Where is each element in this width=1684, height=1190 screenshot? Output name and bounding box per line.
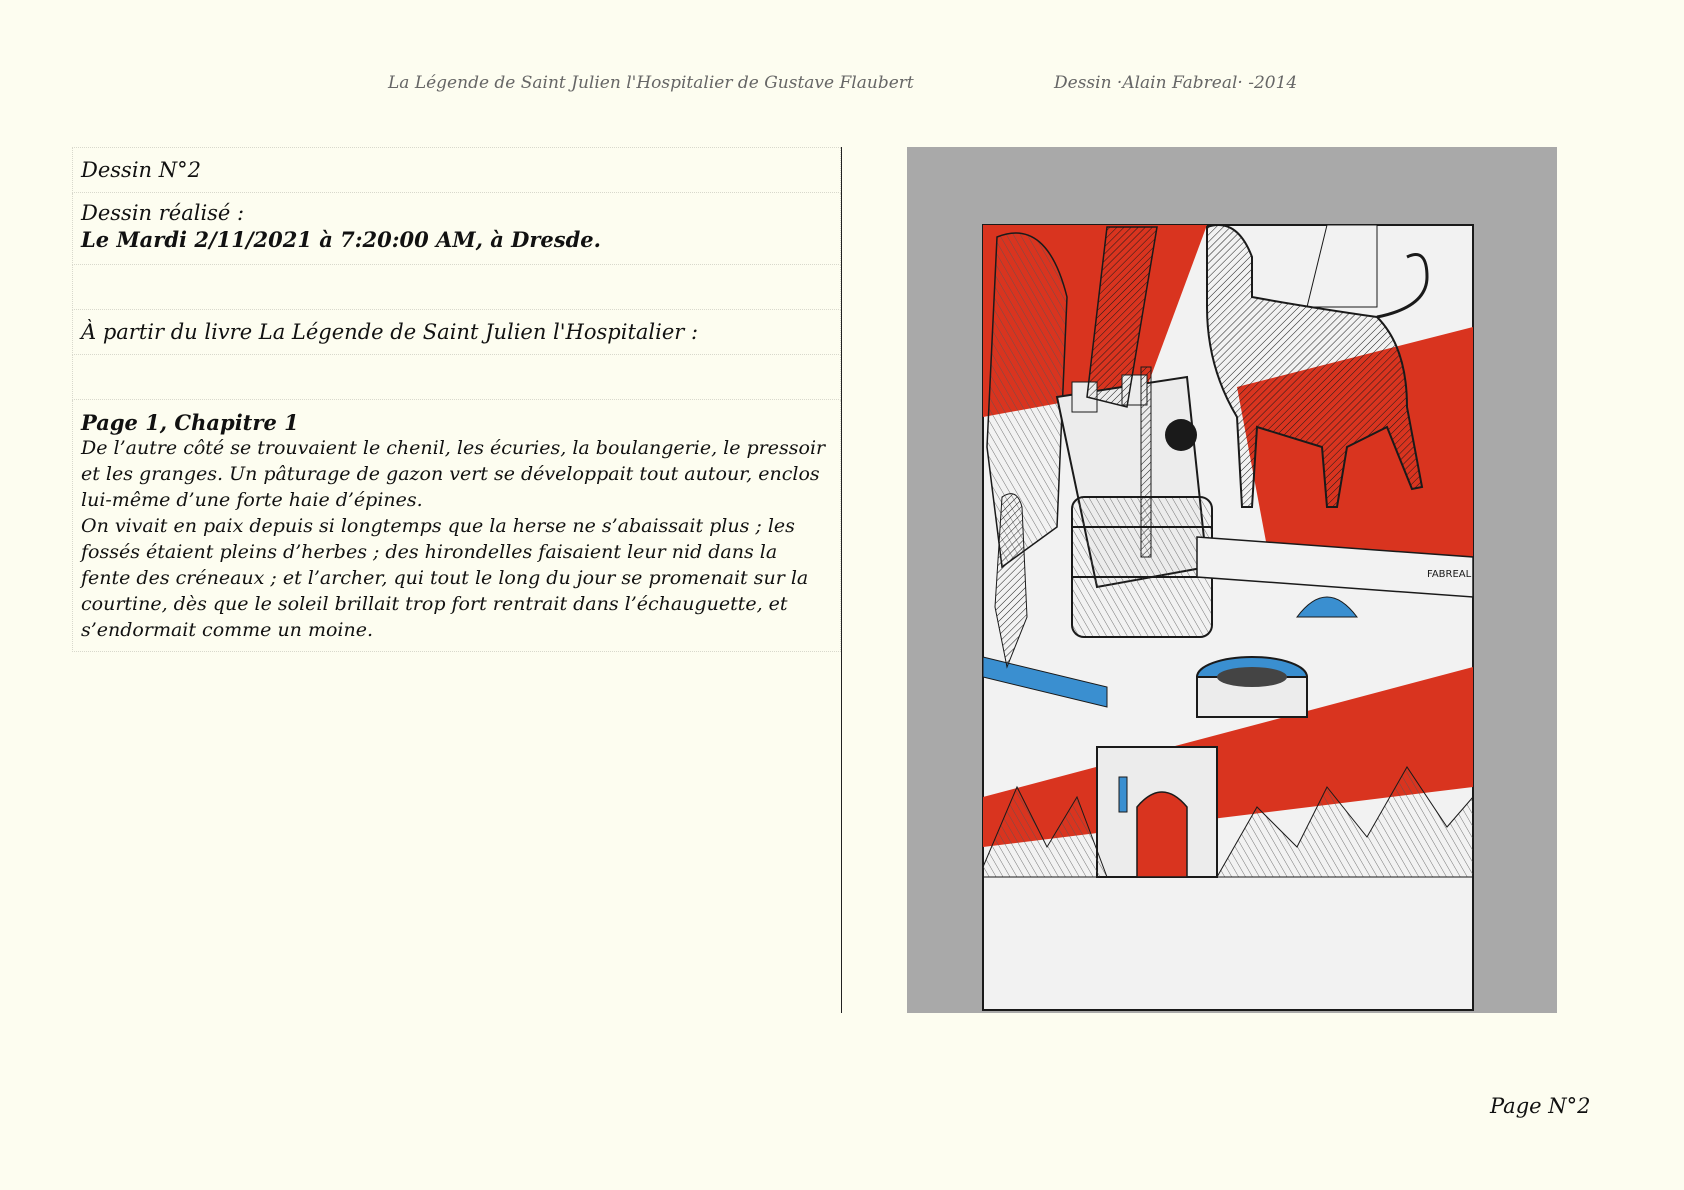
source-label: À partir du livre La Légende de Saint Julien l'Hospitalier : bbox=[81, 320, 699, 344]
excerpt-row bbox=[72, 400, 841, 652]
excerpt-text: De l’autre côté se trouvaient le chenil, les écuries, la boulangerie, le pressoir et les granges. Un pâturage de gazon vert se développait tout autour, enclos lui-même d’une forte haie d’épines. On vivait en paix depuis si longtemps que la herse ne s’abaissait plus ; les fossés étaient pleins d’herbes ; des hirondelles faisaient leur nid dans la fente des créneaux ; et l’archer, qui tout le long du jour se promenait sur la courtine, dès que le soleil brillait trop fort rentrait dans l’échauguette, et s’endormait comme un moine. bbox=[81, 437, 826, 641]
drawing-number-row bbox=[72, 147, 841, 193]
column-divider bbox=[841, 147, 842, 1013]
artist-signature: FABREAL bbox=[1427, 569, 1472, 580]
illustration bbox=[907, 147, 1557, 1013]
made-label: Dessin réalisé : bbox=[81, 201, 245, 225]
source-row bbox=[72, 310, 841, 355]
empty-row bbox=[72, 355, 841, 400]
book-title-header: La Légende de Saint Julien l'Hospitalier de Gustave Flaubert bbox=[388, 73, 914, 93]
drawing-number: Dessin N°2 bbox=[81, 158, 201, 182]
date-row bbox=[72, 193, 841, 265]
excerpt-title: Page 1, Chapitre 1 bbox=[81, 410, 299, 435]
illustration-frame bbox=[907, 147, 1557, 1013]
drawing-credit-header: Dessin ·Alain Fabreal· -2014 bbox=[1054, 73, 1298, 93]
empty-row bbox=[72, 265, 841, 310]
text-panel bbox=[72, 147, 841, 652]
page-number: Page N°2 bbox=[1490, 1094, 1591, 1118]
made-date: Le Mardi 2/11/2021 à 7:20:00 AM, à Dresde. bbox=[81, 227, 601, 252]
